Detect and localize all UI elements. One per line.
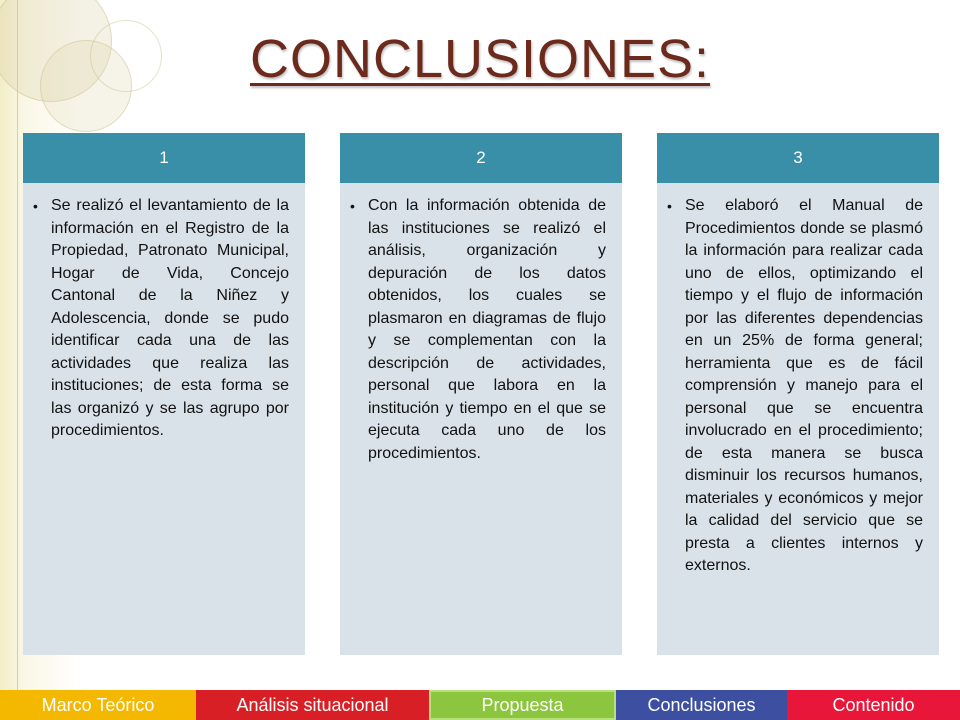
- card-text: Con la información obtenida de las instituciones se realizó el análisis, organización y depuración de los datos obtenidos, los cuales se plasmaron en diagramas de flujo y se complementan con la descripción de actividades, personal que labora en la institución y tiempo en el que se ejecuta cada uno de los procedimientos.: [368, 197, 606, 462]
- card-1: [23, 133, 305, 655]
- bullet-icon: •: [667, 198, 672, 214]
- nav-propuesta[interactable]: Propuesta: [429, 690, 616, 720]
- card-text: Se elaboró el Manual de Procedimientos donde se plasmó la información para realizar cada uno de ellos, optimizando el tiempo y el flujo de información por las diferentes dependencias en un 25% de forma general; herramienta que es de fácil comprensión y manejo para el personal que se encuentra involucrado en el procedimiento; de esta manera se busca disminuir los recursos humanos, materiales y económicos y mejor la calidad del servicio que se presta a clientes internos y externos.: [685, 197, 923, 574]
- card-text: Se realizó el levantamiento de la información en el Registro de la Propiedad, Patronato Municipal, Hogar de Vida, Concejo Cantonal de la Niñez y Adolescencia, donde se pudo identificar cada una de las actividades que realiza las instituciones; de esta forma se las organizó y se las agrupo por procedimientos.: [51, 197, 289, 439]
- bullet-icon: •: [33, 198, 38, 214]
- card-2: [340, 133, 622, 655]
- card-body: [23, 183, 305, 443]
- card-number: 1: [23, 133, 305, 183]
- nav-contenido[interactable]: Contenido: [787, 690, 960, 720]
- nav-conclusiones[interactable]: Conclusiones: [616, 690, 787, 720]
- nav-analisis-situacional[interactable]: Análisis situacional: [196, 690, 429, 720]
- card-body: [657, 183, 939, 578]
- bottom-nav: [0, 690, 960, 720]
- decorative-line: [17, 0, 18, 690]
- card-number: 3: [657, 133, 939, 183]
- slide-title: CONCLUSIONES:: [249, 29, 711, 89]
- card-3: [657, 133, 939, 655]
- bullet-icon: •: [350, 198, 355, 214]
- card-body: [340, 183, 622, 465]
- nav-marco-teorico[interactable]: Marco Teórico: [0, 690, 196, 720]
- card-number: 2: [340, 133, 622, 183]
